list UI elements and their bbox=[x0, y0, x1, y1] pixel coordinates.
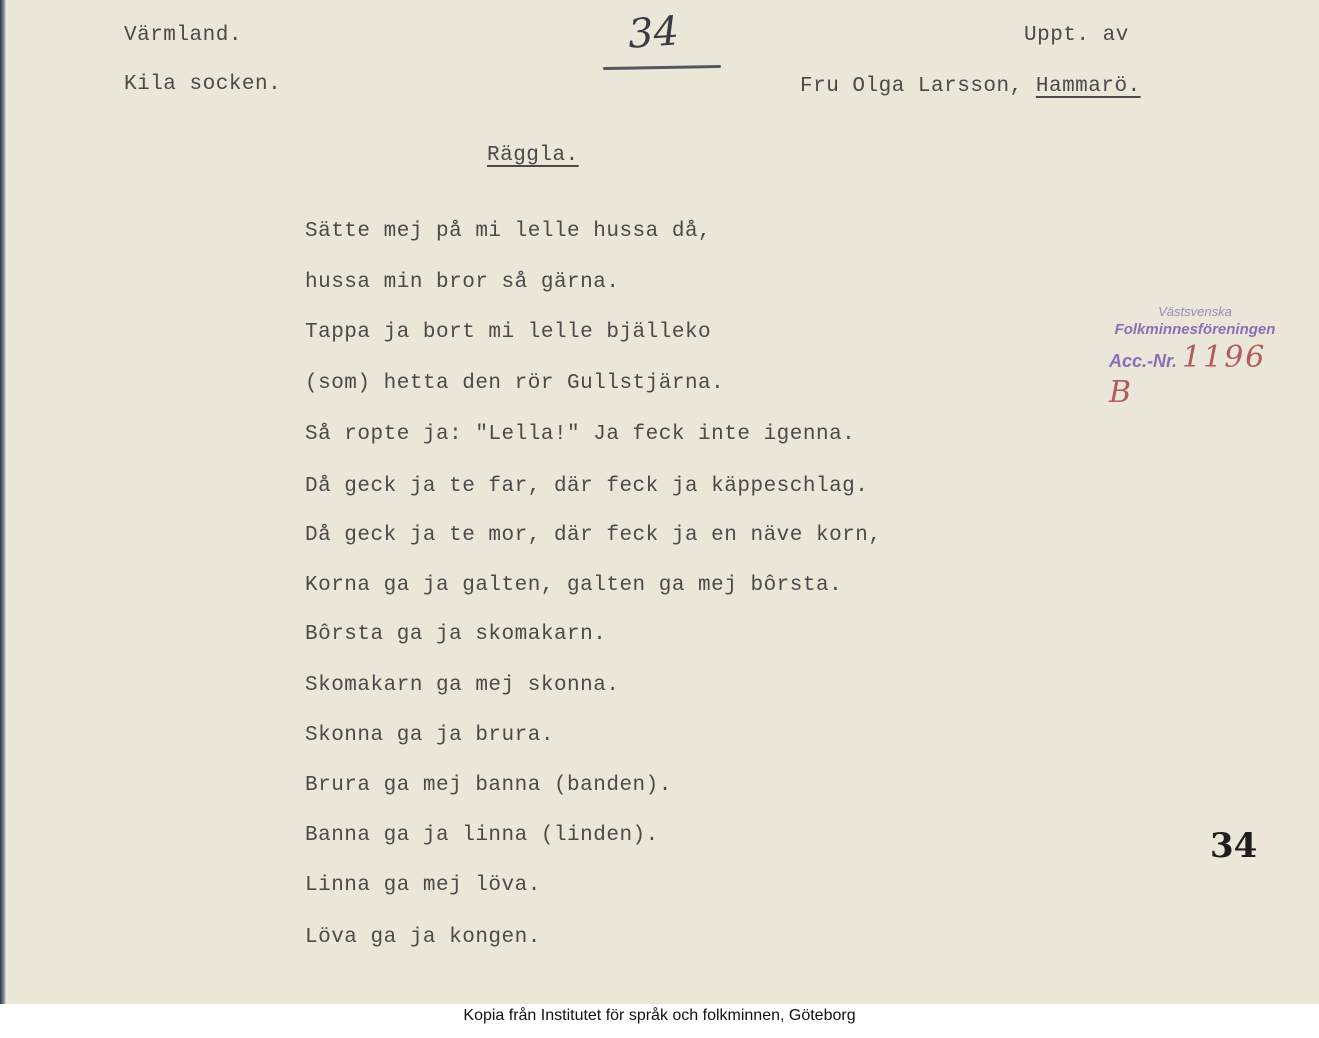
verse-line: Skomakarn ga mej skonna. bbox=[305, 674, 620, 697]
stamp-acc-number: 1196 B bbox=[1109, 340, 1267, 410]
verse-line: Banna ga ja linna (linden). bbox=[305, 824, 659, 847]
verse-line: Linna ga mej löva. bbox=[305, 874, 541, 897]
verse-line: Då geck ja te mor, där feck ja en näve korn, bbox=[305, 524, 882, 547]
province: Värmland. bbox=[124, 24, 242, 47]
parish: Kila socken. bbox=[124, 73, 282, 96]
verse-line: Så ropte ja: "Lella!" Ja feck inte igenna. bbox=[305, 423, 856, 446]
informant-place: Hammarö. bbox=[1035, 75, 1141, 98]
handwritten-underline bbox=[603, 65, 721, 70]
page-number: 34 bbox=[1210, 826, 1258, 866]
verse-line: (som) hetta den rör Gullstjärna. bbox=[305, 372, 725, 395]
verse-line: Tappa ja bort mi lelle bjälleko bbox=[305, 321, 712, 344]
verse-line: Bôrsta ga ja skomakarn. bbox=[305, 623, 607, 646]
verse-line: hussa min bror så gärna. bbox=[305, 271, 620, 294]
title: Räggla. bbox=[487, 144, 579, 167]
verse-line: Sätte mej på mi lelle hussa då, bbox=[305, 220, 712, 243]
verse-line: Då geck ja te far, där feck ja käppeschlag. bbox=[305, 475, 869, 498]
stamp-acc bbox=[1095, 340, 1295, 410]
archive-stamp bbox=[1095, 304, 1295, 410]
recorded-by-label: Uppt. av bbox=[1024, 24, 1129, 47]
stamp-line-1: Västsvenska bbox=[1158, 304, 1232, 319]
informant-line bbox=[800, 75, 1141, 98]
verse-line: Löva ga ja kongen. bbox=[305, 926, 541, 949]
verse-line: Skonna ga ja brura. bbox=[305, 724, 554, 747]
stamp-line-2: Folkminnesföreningen bbox=[1114, 321, 1276, 338]
scan-edge bbox=[0, 0, 6, 1004]
footer-caption: Kopia från Institutet för språk och folkminnen, Göteborg bbox=[463, 1007, 856, 1024]
verse-line: Brura ga mej banna (banden). bbox=[305, 774, 672, 797]
verse-line: Korna ga ja galten, galten ga mej bôrsta. bbox=[305, 574, 843, 597]
stamp-acc-label: Acc.-Nr. bbox=[1109, 351, 1178, 371]
handwritten-number: 34 bbox=[626, 8, 681, 58]
informant-name: Fru Olga Larsson, bbox=[800, 75, 1023, 98]
